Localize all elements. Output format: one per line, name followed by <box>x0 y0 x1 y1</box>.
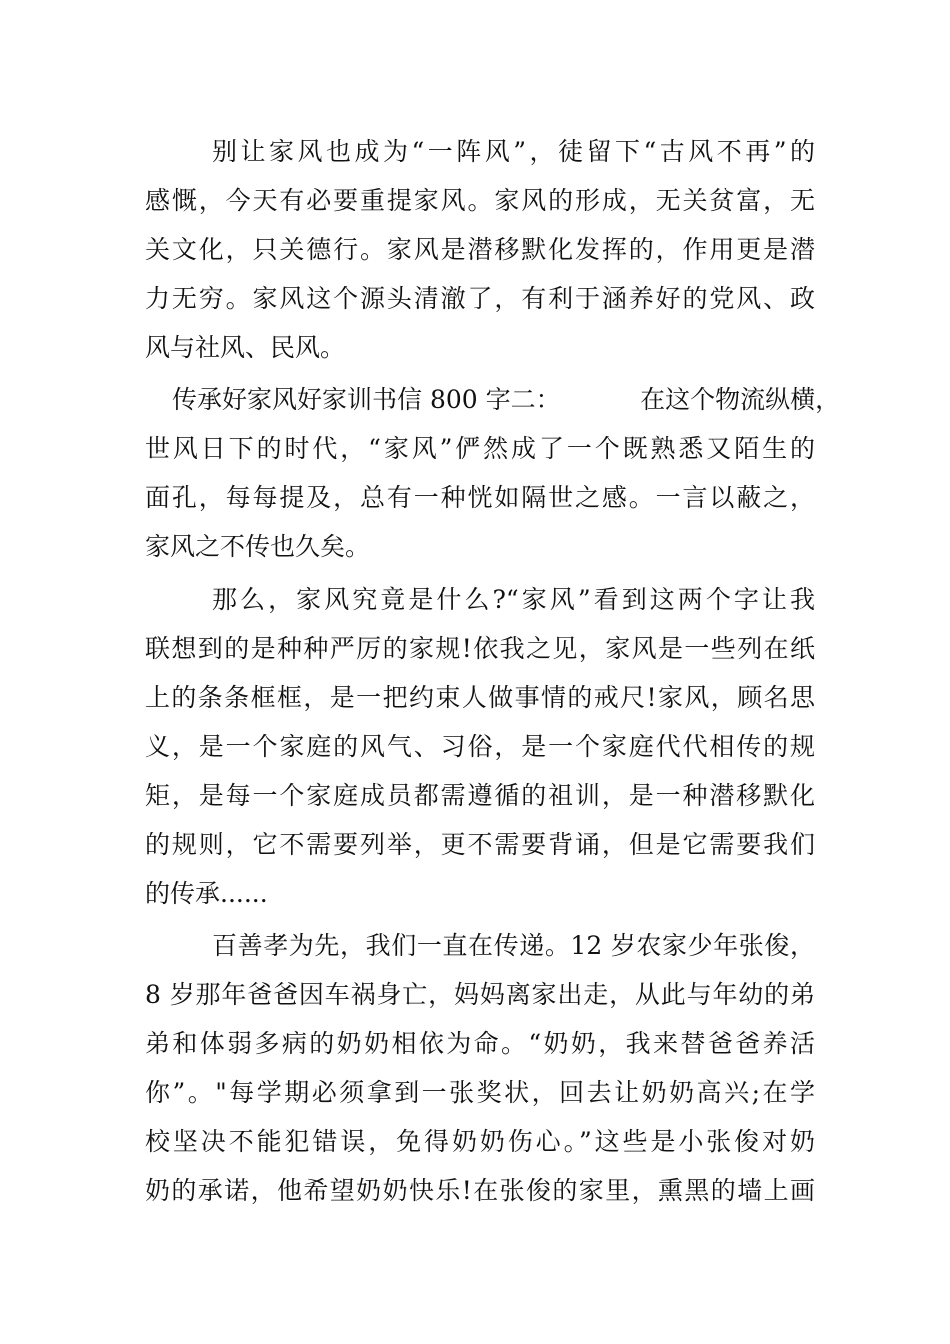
text-line: 的规则，它不需要列举，更不需要背诵，但是它需要我们 <box>145 830 815 859</box>
text-line: 联想到的是种种严厉的家规!依我之见，家风是一些列在纸 <box>145 634 815 663</box>
text-line: 风与社风、民风。 <box>145 333 346 362</box>
text-line: 感慨，今天有必要重提家风。家风的形成，无关贫富，无 <box>145 186 815 215</box>
text-line: 面孔，每每提及，总有一种恍如隔世之感。一言以蔽之， <box>145 483 815 512</box>
text-line: 校坚决不能犯错误，免得奶奶伤心。”这些是小张俊对奶 <box>145 1127 815 1156</box>
text-line: 家风之不传也久矣。 <box>145 532 371 561</box>
text-line: 别让家风也成为“一阵风”，徒留下“古风不再”的 <box>212 137 815 166</box>
section-heading-line: 传承好家风好家训书信 800 字二： 在这个物流纵横， <box>172 385 841 414</box>
text-line: 力无穷。家风这个源头清澈了，有利于涵养好的党风、政 <box>145 284 815 313</box>
text-line: 关文化，只关德行。家风是潜移默化发挥的，作用更是潜 <box>145 235 815 264</box>
text-line: 奶的承诺，他希望奶奶快乐!在张俊的家里，熏黑的墙上画 <box>145 1176 815 1205</box>
text-line: 8 岁那年爸爸因车祸身亡，妈妈离家出走，从此与年幼的弟 <box>145 980 815 1009</box>
text-line: 弟和体弱多病的奶奶相依为命。“奶奶，我来替爸爸养活 <box>145 1029 815 1058</box>
text-line: 那么，家风究竟是什么?“家风”看到这两个字让我 <box>212 585 815 614</box>
text-line: 你”。"每学期必须拿到一张奖状，回去让奶奶高兴;在学 <box>145 1078 815 1107</box>
text-line: 的传承...... <box>145 879 268 908</box>
text-line: 义，是一个家庭的风气、习俗，是一个家庭代代相传的规 <box>145 732 815 761</box>
text-line: 矩，是每一个家庭成员都需遵循的祖训，是一种潜移默化 <box>145 781 815 810</box>
text-line: 百善孝为先，我们一直在传递。12 岁农家少年张俊， <box>212 931 815 960</box>
text-line: 上的条条框框，是一把约束人做事情的戒尺!家风，顾名思 <box>145 683 815 712</box>
text-line: 世风日下的时代，“家风”俨然成了一个既熟悉又陌生的 <box>145 434 815 463</box>
